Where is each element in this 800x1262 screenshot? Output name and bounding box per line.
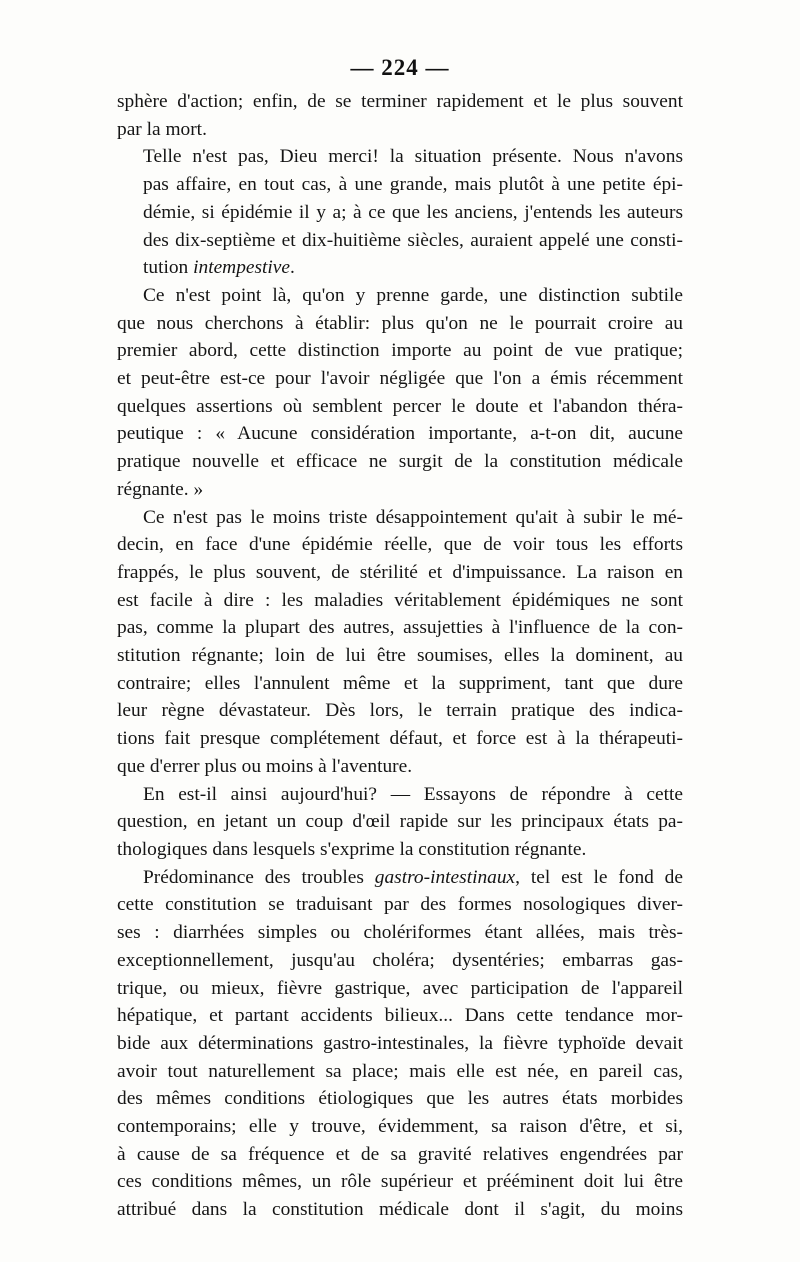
text-line: decin, en face d'une épidémie réelle, que de voir tous les efforts [117,534,683,556]
paragraph-4 [117,504,683,781]
text-line: ces conditions mêmes, un rôle supérieur et prééminent doit lui être [117,1171,683,1193]
text-line: démie, si épidémie il y a; à ce que les anciens, j'entends les auteurs [143,201,683,223]
page-number: — 224 — [350,55,450,80]
text-line: des mêmes conditions étiologiques que les autres états morbides [117,1088,683,1110]
text-segment: tution [143,257,194,279]
text-line: pas, comme la plupart des autres, assujetties à l'influence de la con- [117,617,683,639]
paragraph-1 [117,88,683,143]
text-line: pratique nouvelle et efficace ne surgit de la constitution médicale [117,451,683,473]
text-line: pas affaire, en tout cas, à une grande, mais plutôt à une petite épi- [143,174,683,196]
text-line: bide aux déterminations gastro-intestinales, la fièvre typhoïde devait [117,1032,683,1054]
text-line: Ce n'est point là, qu'on y prenne garde, une distinction subtile [143,284,683,306]
paragraph-3 [117,282,683,504]
text-line: est facile à dire : les maladies véritablement épidémiques ne sont [117,589,683,611]
text-line: Telle n'est pas, Dieu merci! la situation présente. Nous n'avons [143,146,683,168]
text-line: régnante. » [117,478,204,500]
text-line: exceptionnellement, jusqu'au choléra; dysentéries; embarras gas- [117,949,683,971]
text-line: peutique : « Aucune considération importante, a-t-on dit, aucune [117,423,683,445]
paragraph-6 [117,864,683,1224]
text-line: hépatique, et partant accidents bilieux... Dans cette tendance mor- [117,1005,683,1027]
text-line: et peut-être est-ce pour l'avoir négligée que l'on a émis récemment [117,368,683,390]
text-line: avoir tout naturellement sa place; mais elle est née, en pareil cas, [117,1060,683,1082]
text-line: que d'errer plus ou moins à l'aventure. [117,755,413,777]
text-line [117,864,683,892]
text-line [117,254,683,282]
text-line: cette constitution se traduisant par des formes nosologiques diver- [117,894,683,916]
italic-term: intempestive [193,257,291,279]
paragraph-5 [117,781,683,864]
text-line: En est-il ainsi aujourd'hui? — Essayons de répondre à cette [143,783,683,805]
italic-term: gastro-intestinaux [374,866,516,888]
text-line: sphère d'action; enfin, de se terminer rapidement et le plus souvent [117,91,683,112]
text-line: leur règne dévastateur. Dès lors, le terrain pratique des indica- [117,700,683,722]
text-line: des dix-septième et dix-huitième siècles, auraient appelé une consti- [143,229,683,251]
text-line: premier abord, cette distinction importe au point de vue pratique; [117,340,683,362]
paragraph-2 [117,143,683,282]
text-line: frappés, le plus souvent, de stérilité et d'impuissance. La raison en [117,561,683,583]
text-line: contemporains; elle y trouve, évidemment, sa raison d'être, et si, [117,1116,683,1138]
text-line: question, en jetant un coup d'œil rapide sur les principaux états pa- [117,811,683,833]
text-line: stitution régnante; loin de lui être soumises, elles la dominent, au [117,645,683,667]
text-line: ses : diarrhées simples ou cholériformes étant allées, mais très- [117,922,683,944]
text-segment: . [290,257,295,279]
text-line: tions fait presque complétement défaut, et force est à la thérapeuti- [117,728,683,750]
text-line: trique, ou mieux, fièvre gastrique, avec participation de l'appareil [117,977,683,999]
text-segment: Prédominance des troubles [143,866,375,888]
text-line: contraire; elles l'annulent même et la suppriment, tant que dure [117,672,683,694]
text-line: attribué dans la constitution médicale dont il s'agit, du moins [117,1199,683,1221]
text-line: thologiques dans lesquels s'exprime la constitution régnante. [117,838,587,860]
text-line: quelques assertions où semblent percer le doute et l'abandon théra- [117,395,683,417]
body-text [117,88,683,1224]
text-line: par la mort. [117,118,207,140]
text-line: que nous cherchons à établir: plus qu'on ne le pourrait croire au [117,312,683,334]
text-line: à cause de sa fréquence et de sa gravité relatives engendrées par [117,1143,683,1165]
text-line: Ce n'est pas le moins triste désappointement qu'ait à subir le mé- [143,506,683,528]
text-segment: , tel est le fond de [515,866,683,888]
